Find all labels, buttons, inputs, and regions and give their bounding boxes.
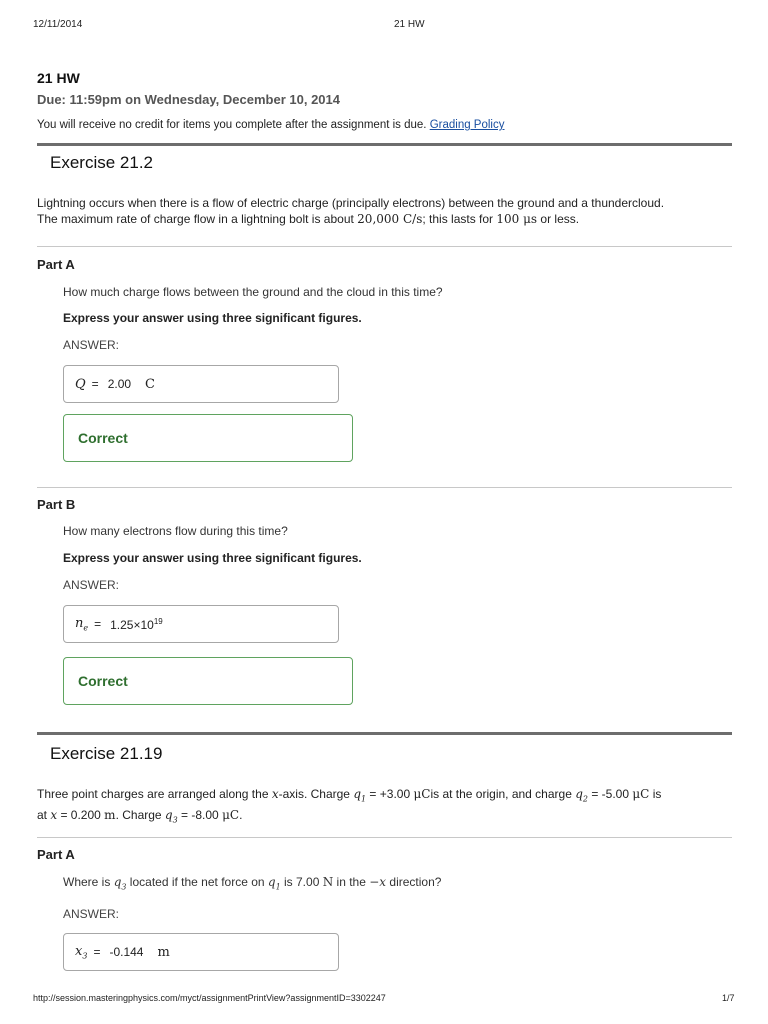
correct-feedback: Correct	[63, 657, 353, 705]
description-line: at x = 0.200 m. Charge $q_3 = -8.00$ μC.	[37, 808, 243, 825]
exercise-divider	[37, 143, 732, 146]
question-text: How many electrons flow during this time?	[63, 524, 288, 538]
assignment-title: 21 HW	[37, 70, 80, 86]
description-line: The maximum rate of charge flow in a lightning bolt is about 20,000 C/s; this lasts for 100 μs or less.	[37, 212, 580, 226]
answer-variable: Q	[75, 376, 86, 392]
print-date: 12/11/2014	[33, 19, 83, 30]
part-label: Part A	[37, 257, 75, 272]
answer-label: ANSWER:	[63, 578, 120, 592]
instruction-text: Express your answer using three significant figures.	[63, 311, 362, 325]
exercise-description	[37, 195, 732, 227]
description-line: Three point charges are arranged along the x-axis. Charge $q_1 = +3.00$ μCis at the origin, and charge $q_2 = -5.00$ μC is	[37, 787, 662, 804]
answer-unit: m	[157, 944, 170, 960]
answer-variable: $x_3$	[75, 943, 88, 961]
answer-field: Q = 2.00 C	[63, 365, 339, 403]
grading-policy-link[interactable]: Grading Policy	[429, 119, 505, 131]
answer-variable: $n_e$	[75, 615, 89, 633]
description-line: Lightning occurs when there is a flow of electric charge (principally electrons) between the ground and a thundercloud.	[37, 196, 665, 210]
late-notice	[37, 119, 505, 131]
answer-value: $1.25\times 10^{19}$	[110, 616, 163, 632]
correct-feedback: Correct	[63, 414, 353, 462]
answer-field: $x_3$ = -0.144 m	[63, 933, 339, 971]
print-url: http://session.masteringphysics.com/myct/assignmentPrintView?assignmentID=3302247	[33, 993, 386, 1003]
late-notice-text: You will receive no credit for items you complete after the assignment is due.	[37, 119, 427, 131]
answer-label: ANSWER:	[63, 338, 120, 352]
exercise-title: Exercise 21.2	[50, 153, 153, 172]
instruction-text: Express your answer using three significant figures.	[63, 551, 362, 565]
part-divider	[37, 837, 732, 838]
question-text: How much charge flows between the ground and the cloud in this time?	[63, 285, 443, 299]
answer-value: 2.00	[107, 377, 132, 391]
exercise-description	[37, 786, 732, 829]
exercise-title: Exercise 21.19	[50, 744, 163, 763]
page-number: 1/7	[722, 993, 735, 1003]
part-label: Part B	[37, 497, 76, 512]
part-label: Part A	[37, 847, 75, 862]
print-title: 21 HW	[394, 19, 425, 30]
due-date: Due: 11:59pm on Wednesday, December 10, 2014	[37, 92, 340, 107]
part-divider	[37, 246, 732, 247]
question-text: Where is $q_3$ located if the net force on $q_1$ is 7.00 N in the −x direction?	[63, 875, 442, 892]
answer-unit: C	[145, 376, 155, 392]
answer-value: -0.144	[109, 945, 144, 959]
part-divider	[37, 487, 732, 488]
answer-field: $n_e$ = $1.25\times 10^{19}$	[63, 605, 339, 643]
answer-label: ANSWER:	[63, 907, 120, 921]
exercise-divider	[37, 732, 732, 735]
